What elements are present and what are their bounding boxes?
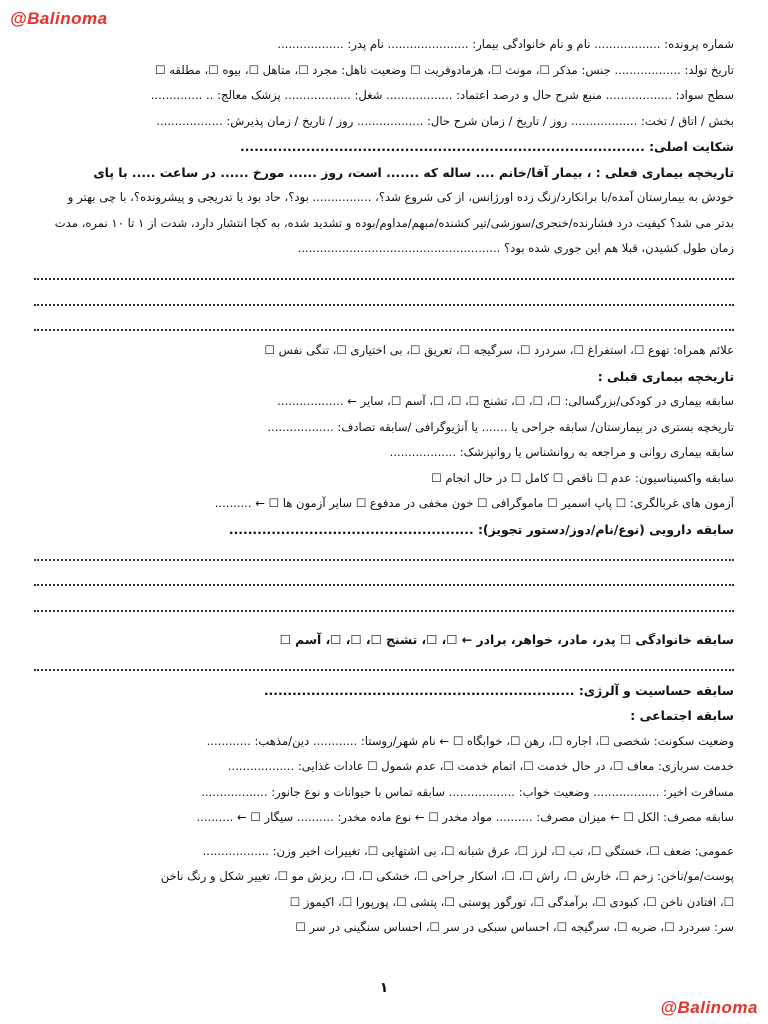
form-line: سابقه خانوادگی ☐ پدر، مادر، خواهر، برادر ← ☐، ☐، تشنج ☐، ☐، ☐، آسم ☐: [279, 631, 734, 647]
form-line: سابقه بیماری در کودکی/بزرگسالی: ☐، ☐، ☐، تشنج ☐، ☐، ☐، آسم ☐، سایر ← ..................: [277, 394, 734, 408]
page-number: ۱: [379, 980, 389, 996]
form-line: سر: سردرد ☐، ضربه ☐، سرگیجه ☐، احساس سبکی در سر ☐، احساس سنگینی در سر ☐: [295, 920, 734, 934]
form-line: تاریخ تولد: .................. جنس: مذکر ☐، مونث ☐، هرمادوفریت ☐ وضعیت تاهل: مجرد ☐، متاهل ☐، بیوه ☐، مطلقه ☐: [155, 62, 734, 77]
form-line: سابقه حساسیت و آلرژی: ..................................................................: [263, 682, 734, 698]
form-line: تاریخچه بیماری فعلی : ، بیمار آقا/خانم .... ساله که ....... است، روز ...... مورخ ...... در ساعت ..... با پای: [93, 164, 734, 180]
history-form: [34, 32, 734, 941]
form-line: علائم همراه: تهوع ☐، استفراغ ☐، سردرد ☐، سرگیجه ☐، تعریق ☐، بی اختیاری ☐، تنگی نفس ☐: [264, 343, 734, 357]
form-line: زمان طول کشیدن، قبلا هم این جوری شده بود؟ .......................................................: [297, 241, 734, 255]
form-line: سابقه دارویی (نوع/نام/دوز/دستور تجویز): ....................................................: [228, 521, 734, 537]
form-line: خدمت سربازی: معاف ☐، در حال خدمت ☐، اتمام خدمت ☐، عدم شمول ☐ عادات غذایی: ..................: [227, 759, 734, 773]
form-line: سابقه واکسیناسیون: عدم ☐ ناقص ☐ کامل ☐ در حال انجام ☐: [431, 470, 734, 485]
form-line: عمومی: ضعف ☐، خستگی ☐، تب ☐، لرز ☐، عرق شبانه ☐، بی اشتهایی ☐، تغییرات اخیر وزن: ..................: [202, 843, 734, 858]
blank-line[interactable]: [34, 313, 734, 339]
blank-line[interactable]: [34, 652, 734, 678]
form-line: آزمون های غربالگری: ☐ پاپ اسمیر ☐ ماموگرافی ☐ خون مخفی در مدفوع ☐ سایر آزمون ها ☐ ← ..........: [214, 496, 734, 510]
form-line: شماره پرونده: .................. نام و نام خانوادگی بیمار: ...................... نام پدر: ..................: [277, 37, 734, 51]
form-line: بخش / اتاق / تخت: .................. روز / تاریخ / زمان شرح حال: .................. روز / تاریخ / زمان پذیرش: ..................: [156, 113, 734, 128]
form-line: سابقه اجتماعی :: [630, 708, 734, 723]
form-line: شکایت اصلی: ......................................................................................: [239, 139, 734, 154]
form-line: ☐، افتادن ناخن ☐، کبودی ☐، برآمدگی ☐، تورگور پوستی ☐، پتشی ☐، پورپورا ☐، اکیموز ☐: [289, 894, 734, 909]
blank-line[interactable]: [34, 287, 734, 313]
form-line: سابقه بیماری روانی و مراجعه به روانشناس یا روانپزشک: ..................: [389, 445, 734, 459]
form-line: تاریخچه بستری در بیمارستان/ سابقه جراحی یا ....... یا آنژیوگرافی /سابقه تصادف: ..................: [267, 419, 734, 434]
blank-line[interactable]: [34, 568, 734, 594]
form-line: خودش به بیمارستان آمده/با برانکارد/زنگ زده اورژانس، از کی شروع شد؟، ................ بود؟، حاد بود یا تدریجی و پیشرونده؟، با چی بهتر و: [67, 190, 734, 204]
form-line: تاریخچه بیماری قبلی :: [597, 368, 734, 384]
form-line: سطح سواد: .................. منبع شرح حال و درصد اعتماد: .................. شغل: .................. پزشک معالج: .. ..............: [150, 88, 734, 102]
brand-logo-bottom: @Balinoma: [660, 998, 758, 1017]
form-line: بدتر می شد؟ کیفیت درد فشارنده/خنجری/سوزشی/تیر کشنده/مبهم/مداوم/بوده و تشدید شده، به کجا انتشار دارد، شدت از ۱ تا ۱۰ نمره، مدت: [54, 215, 734, 230]
form-line: مسافرت اخیر: .................. وضعیت خواب: .................. سابقه تماس با حیوانات و نوع جانور: ..................: [201, 784, 734, 799]
form-line: پوست/مو/ناخن: زخم ☐، خارش ☐، راش ☐، ☐، اسکار جراحی ☐، خشکی ☐، ☐، ریزش مو ☐، تغییر شکل و رنگ ناخن: [160, 869, 734, 883]
blank-line[interactable]: [34, 542, 734, 568]
form-line: وضعیت سکونت: شخصی ☐، اجاره ☐، رهن ☐، خوابگاه ☐ ← نام شهر/روستا: ............ دین/مذهب: ............: [206, 733, 734, 748]
form-line: سابقه مصرف: الکل ☐ ← میزان مصرف: .......... مواد مخدر ☐ ← نوع ماده مخدر: .......... سیگار ☐ ← ..........: [196, 810, 734, 824]
blank-line[interactable]: [34, 262, 734, 288]
blank-line[interactable]: [34, 593, 734, 619]
brand-logo-top: @Balinoma: [10, 9, 108, 28]
